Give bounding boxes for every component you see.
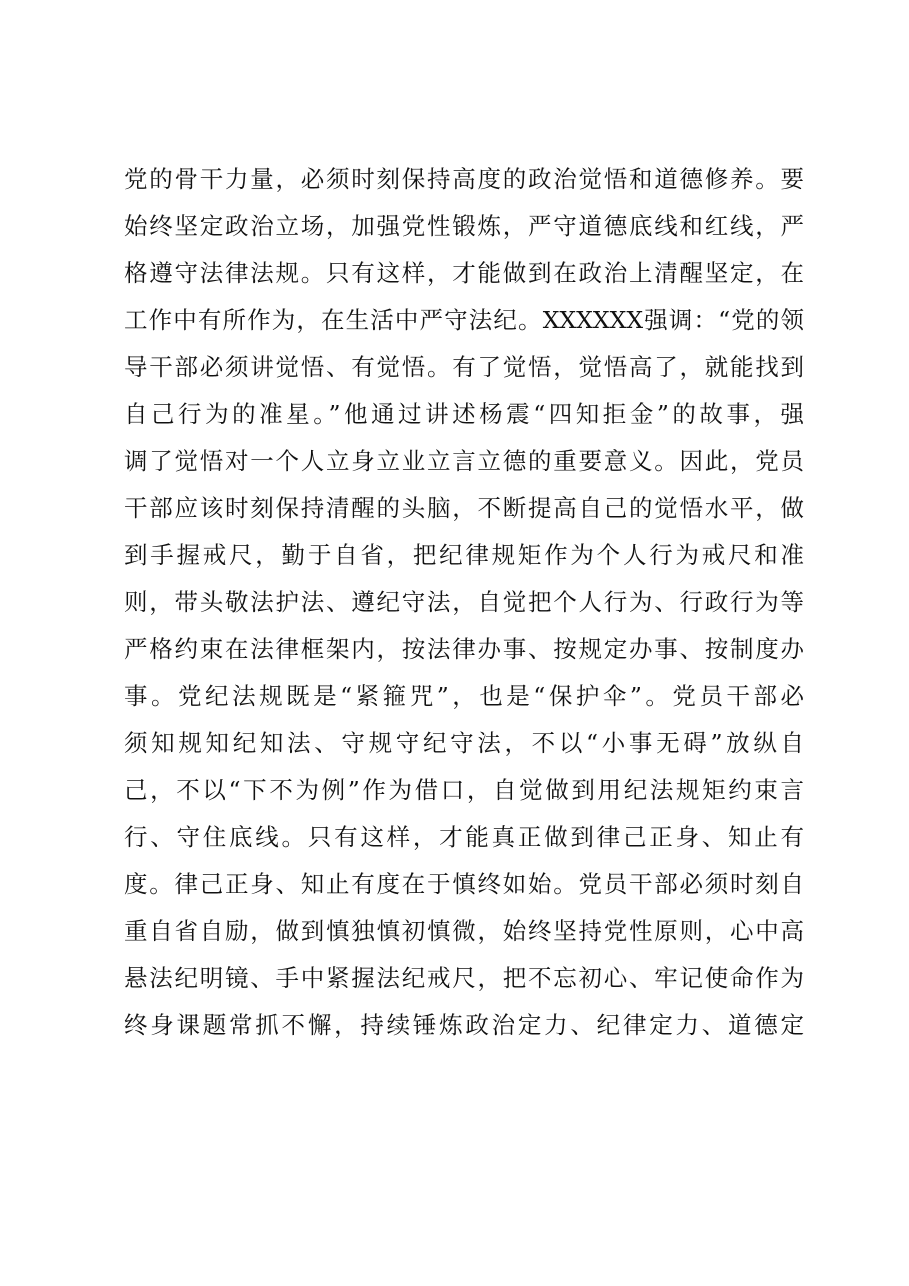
text-line: 调了觉悟对一个人立身立业立言立德的重要意义。因此，党员 [124,447,804,475]
text-line: 党的骨干力量，必须时刻保持高度的政治觉悟和道德修养。要 [124,165,804,193]
text-line: 度。律己正身、知止有度在于慎终如始。党员干部必须时刻自 [124,870,804,898]
text-line: 工作中有所作为，在生活中严守法纪。XXXXXX强调：“党的领 [124,306,804,334]
text-line: 己，不以“下不为例”作为借口，自觉做到用纪法规矩约束言 [124,776,804,804]
text-line: 格遵守法律法规。只有这样，才能做到在政治上清醒坚定，在 [124,259,804,287]
body-paragraph [124,156,804,1049]
text-line: 事。党纪法规既是“紧箍咒”，也是“保护伞”。党员干部必 [124,682,804,710]
text-line: 到手握戒尺，勤于自省，把纪律规矩作为个人行为戒尺和准 [124,541,804,569]
text-line: 行、守住底线。只有这样，才能真正做到律己正身、知止有 [124,823,804,851]
text-line: 须知规知纪知法、守规守纪守法，不以“小事无碍”放纵自 [124,729,804,757]
text-line: 严格约束在法律框架内，按法律办事、按规定办事、按制度办 [124,635,804,663]
text-line: 终身课题常抓不懈，持续锤炼政治定力、纪律定力、道德定 [124,1011,804,1039]
text-line: 重自省自励，做到慎独慎初慎微，始终坚持党性原则，心中高 [124,917,804,945]
text-line: 自己行为的准星。”他通过讲述杨震“四知拒金”的故事，强 [124,400,804,428]
text-line: 则，带头敬法护法、遵纪守法，自觉把个人行为、行政行为等 [124,588,804,616]
text-line: 始终坚定政治立场，加强党性锻炼，严守道德底线和红线，严 [124,212,804,240]
text-line: 干部应该时刻保持清醒的头脑，不断提高自己的觉悟水平，做 [124,494,804,522]
text-line: 导干部必须讲觉悟、有觉悟。有了觉悟，觉悟高了，就能找到 [124,353,804,381]
text-line: 悬法纪明镜、手中紧握法纪戒尺，把不忘初心、牢记使命作为 [124,964,804,992]
